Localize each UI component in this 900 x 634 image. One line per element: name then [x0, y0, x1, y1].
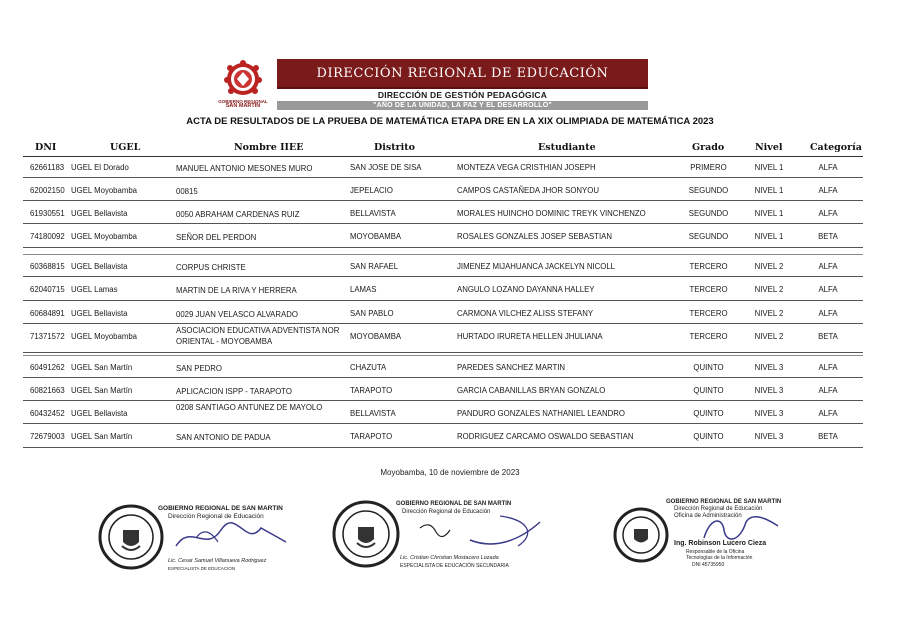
- row-divider: [23, 447, 863, 448]
- row-divider: [23, 423, 863, 424]
- row-divider: [23, 223, 863, 224]
- table-row: [23, 358, 863, 378]
- table-row: [23, 204, 863, 224]
- cell-ugel: UGEL Moyobamba: [71, 232, 138, 241]
- cell-dni: 62661183: [30, 163, 65, 172]
- cell-grado: QUINTO: [693, 386, 724, 395]
- cell-ugel: UGEL San Martín: [71, 432, 133, 441]
- signature-2-office: Dirección Regional de Educación: [402, 509, 491, 515]
- cell-nivel: NIVEL 2: [754, 332, 784, 341]
- year-motto: "AÑO DE LA UNIDAD, LA PAZ Y EL DESARROLLO": [373, 102, 552, 109]
- cell-estudiante: MONTEZA VEGA CRISTHIAN JOSEPH: [457, 163, 596, 172]
- cell-nivel: NIVEL 1: [754, 209, 784, 218]
- cell-nivel: NIVEL 1: [754, 186, 784, 195]
- table-row: [23, 427, 863, 448]
- document-title: ACTA DE RESULTADOS DE LA PRUEBA DE MATEMÁTICA ETAPA DRE EN LA XIX OLIMPIADA DE MATEMÁTICA 2023: [186, 116, 714, 127]
- cell-dni: 60821663: [30, 386, 65, 395]
- cell-grado: QUINTO: [693, 363, 724, 372]
- cell-iiee: 0029 JUAN VELASCO ALVARADO: [176, 310, 298, 319]
- logo-caption-line-1: GOBIERNO REGIONAL: [218, 99, 268, 104]
- row-divider: [23, 247, 863, 248]
- cell-dni: 62002150: [30, 186, 65, 195]
- table-row: [23, 404, 863, 424]
- cell-categoria: ALFA: [818, 309, 838, 318]
- cell-categoria: ALFA: [818, 409, 838, 418]
- cell-ugel: UGEL Lamas: [71, 285, 118, 294]
- signature-3-unit: Oficina de Administración: [674, 513, 742, 519]
- cell-dni: 74180092: [30, 232, 65, 241]
- col-header-dni: DNI: [35, 142, 57, 153]
- cell-estudiante: CAMPOS CASTAÑEDA JHOR SONYOU: [457, 186, 599, 195]
- cell-categoria: ALFA: [818, 186, 838, 195]
- cell-distrito: SAN PABLO: [350, 309, 394, 318]
- signature-2-name: Lic. Cristian Christian Mostacero Lozada: [400, 555, 499, 561]
- cell-ugel: UGEL Bellavista: [71, 409, 128, 418]
- table-row: [23, 181, 863, 201]
- table-row: [23, 280, 863, 301]
- row-divider: [23, 400, 863, 401]
- cell-categoria: BETA: [818, 332, 838, 341]
- cell-nivel: NIVEL 3: [754, 363, 784, 372]
- official-seal-icon: [612, 506, 670, 564]
- cell-categoria: ALFA: [818, 209, 838, 218]
- table-row: [23, 327, 863, 353]
- table-row: [23, 227, 863, 248]
- signature-3-role-2: Tecnologías de la Información: [686, 555, 753, 561]
- cell-categoria: ALFA: [818, 386, 838, 395]
- cell-dni: 61930551: [30, 209, 65, 218]
- signature-1-scribble: [166, 518, 296, 558]
- motto-bar: [277, 101, 648, 110]
- cell-nivel: NIVEL 2: [754, 309, 784, 318]
- cell-nivel: NIVEL 2: [754, 262, 784, 271]
- cell-categoria: ALFA: [818, 262, 838, 271]
- cell-iiee: 0208 SANTIAGO ANTUNEZ DE MAYOLO: [176, 403, 323, 412]
- row-divider: [23, 300, 863, 301]
- signature-block-2: [330, 492, 560, 576]
- cell-nivel: NIVEL 3: [754, 386, 784, 395]
- cell-categoria: ALFA: [818, 363, 838, 372]
- cell-estudiante: JIMENEZ MIJAHUANCA JACKELYN NICOLL: [457, 262, 615, 271]
- cell-iiee: 00815: [176, 187, 198, 196]
- official-seal-icon: [96, 502, 166, 572]
- cell-nivel: NIVEL 3: [754, 409, 784, 418]
- cell-iiee: SAN ANTONIO DE PADUA: [176, 433, 271, 442]
- cell-grado: SEGUNDO: [688, 232, 729, 241]
- cell-dni: 60684891: [30, 309, 65, 318]
- row-divider: [23, 177, 863, 178]
- cell-distrito: MOYOBAMBA: [350, 332, 402, 341]
- cell-ugel: UGEL Moyobamba: [71, 332, 138, 341]
- col-header-categoria: Categoría: [810, 142, 862, 153]
- cell-grado: SEGUNDO: [688, 186, 729, 195]
- table-row: [23, 381, 863, 401]
- cell-iiee: ASOCIACION EDUCATIVA ADVENTISTA NOR ORIENTAL - MOYOBAMBA: [176, 326, 340, 346]
- cell-grado: PRIMERO: [690, 163, 727, 172]
- signature-block-1: [96, 500, 306, 575]
- cell-iiee: SEÑOR DEL PERDON: [176, 233, 257, 242]
- cell-nivel: NIVEL 1: [754, 163, 784, 172]
- cell-iiee: APLICACION ISPP - TARAPOTO: [176, 387, 292, 396]
- cell-distrito: BELLAVISTA: [350, 209, 396, 218]
- group-separator: [23, 355, 863, 356]
- row-divider: [23, 352, 863, 353]
- cell-distrito: SAN RAFAEL: [350, 262, 399, 271]
- cell-estudiante: ROSALES GONZALES JOSEP SEBASTIAN: [457, 232, 612, 241]
- cell-distrito: BELLAVISTA: [350, 409, 396, 418]
- cell-iiee: MARTIN DE LA RIVA Y HERRERA: [176, 286, 297, 295]
- cell-ugel: UGEL San Martín: [71, 386, 133, 395]
- cell-dni: 62040715: [30, 285, 65, 294]
- signature-3-org: GOBIERNO REGIONAL DE SAN MARTIN: [666, 499, 782, 505]
- cell-ugel: UGEL Bellavista: [71, 309, 128, 318]
- cell-dni: 72679003: [30, 432, 65, 441]
- cell-distrito: TARAPOTO: [350, 432, 393, 441]
- col-header-distrito: Distrito: [374, 142, 415, 153]
- signature-2-scribble: [400, 510, 550, 556]
- col-header-grado: Grado: [692, 142, 725, 153]
- cell-grado: TERCERO: [689, 332, 728, 341]
- table-row: [23, 257, 863, 277]
- col-header-nivel: Nivel: [755, 142, 783, 153]
- row-divider: [23, 323, 863, 324]
- cell-categoria: BETA: [818, 232, 838, 241]
- cell-estudiante: RODRIGUEZ CARCAMO OSWALDO SEBASTIAN: [457, 432, 634, 441]
- signature-1-office: Dirección Regional de Educación: [168, 513, 264, 520]
- cell-categoria: BETA: [818, 432, 838, 441]
- cell-distrito: MOYOBAMBA: [350, 232, 402, 241]
- cell-grado: SEGUNDO: [688, 209, 729, 218]
- row-divider: [23, 377, 863, 378]
- cell-distrito: JEPELACIO: [350, 186, 393, 195]
- cell-estudiante: GARCIA CABANILLAS BRYAN GONZALO: [457, 386, 606, 395]
- cell-grado: TERCERO: [689, 262, 728, 271]
- signature-block-3: [612, 490, 812, 575]
- cell-grado: TERCERO: [689, 309, 728, 318]
- cell-iiee: CORPUS CHRISTE: [176, 263, 246, 272]
- signature-3-office: Dirección Regional de Educación: [674, 506, 763, 512]
- cell-nivel: NIVEL 3: [754, 432, 784, 441]
- cell-grado: QUINTO: [693, 432, 724, 441]
- cell-grado: QUINTO: [693, 409, 724, 418]
- header-banner: [277, 59, 648, 89]
- cell-estudiante: HURTADO IRURETA HELLEN JHULIANA: [457, 332, 603, 341]
- document-date: Moyobamba, 10 de noviembre de 2023: [380, 468, 520, 477]
- cell-distrito: LAMAS: [350, 285, 377, 294]
- cell-dni: 60491262: [30, 363, 65, 372]
- cell-ugel: UGEL Moyobamba: [71, 186, 138, 195]
- cell-distrito: CHAZUTA: [350, 363, 387, 372]
- signature-2-role: ESPECIALISTA DE EDUCACIÓN SECUNDARIA: [400, 563, 509, 569]
- cell-estudiante: MORALES HUINCHO DOMINIC TREYK VINCHENZO: [457, 209, 646, 218]
- cell-grado: TERCERO: [689, 285, 728, 294]
- signature-2-org: GOBIERNO REGIONAL DE SAN MARTIN: [396, 501, 512, 507]
- banner-title: DIRECCIÓN REGIONAL DE EDUCACIÓN: [316, 65, 609, 81]
- cell-ugel: UGEL Bellavista: [71, 262, 128, 271]
- signature-1-role: ESPECIALISTA DE EDUCACION: [168, 566, 236, 571]
- cell-categoria: ALFA: [818, 285, 838, 294]
- col-header-estudiante: Estudiante: [538, 142, 596, 153]
- cell-iiee: MANUEL ANTONIO MESONES MURO: [176, 164, 313, 173]
- signature-1-org: GOBIERNO REGIONAL DE SAN MARTIN: [158, 505, 283, 512]
- cell-estudiante: ANGULO LOZANO DAYANNA HALLEY: [457, 285, 595, 294]
- table-header: [23, 141, 863, 157]
- signature-3-name: Ing. Robinson Lucero Cieza: [674, 540, 767, 547]
- table-row: [23, 158, 863, 178]
- row-divider: [23, 200, 863, 201]
- cell-estudiante: PAREDES SANCHEZ MARTIN: [457, 363, 566, 372]
- cell-nivel: NIVEL 1: [754, 232, 784, 241]
- cell-estudiante: CARMONA VILCHEZ ALISS STEFANY: [457, 309, 594, 318]
- col-header-ugel: UGEL: [110, 142, 141, 153]
- cell-ugel: UGEL Bellavista: [71, 209, 128, 218]
- cell-estudiante: PANDURO GONZALES NATHANIEL LEANDRO: [457, 409, 625, 418]
- cell-iiee: 0050 ABRAHAM CARDENAS RUIZ: [176, 210, 300, 219]
- cell-iiee: SAN PEDRO: [176, 364, 222, 373]
- cell-dni: 60368815: [30, 262, 65, 271]
- logo-caption: [208, 99, 278, 109]
- cell-categoria: ALFA: [818, 163, 838, 172]
- cell-ugel: UGEL San Martín: [71, 363, 133, 372]
- department-subtitle: DIRECCIÓN DE GESTIÓN PEDAGÓGICA: [377, 90, 548, 100]
- group-separator: [23, 254, 863, 255]
- cell-nivel: NIVEL 2: [754, 285, 784, 294]
- cell-distrito: SAN JOSE DE SISA: [350, 163, 422, 172]
- cell-ugel: UGEL El Dorado: [71, 163, 129, 172]
- official-seal-icon: [330, 498, 402, 570]
- signature-3-role: Responsable de la Oficina: [686, 549, 745, 555]
- table-row: [23, 304, 863, 324]
- col-header-iiee: Nombre IIEE: [234, 142, 304, 153]
- logo-caption-line-2: SAN MARTÍN: [225, 103, 261, 109]
- signature-3-dni: DNI 45735950: [692, 562, 725, 568]
- signature-1-name: Lic. Cesar Samuel Villanueva Rodriguez: [168, 558, 267, 564]
- row-divider: [23, 276, 863, 277]
- cell-dni: 60432452: [30, 409, 65, 418]
- cell-distrito: TARAPOTO: [350, 386, 393, 395]
- cell-dni: 71371572: [30, 332, 65, 341]
